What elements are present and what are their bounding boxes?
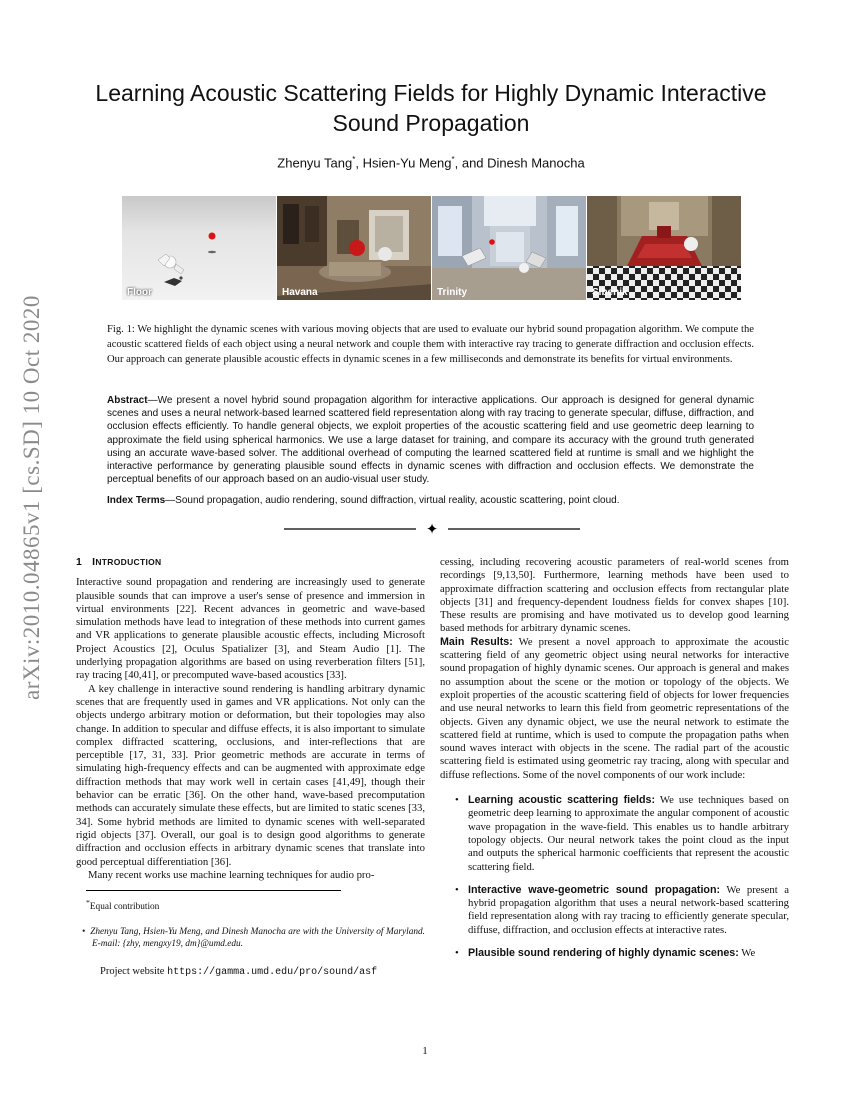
divider-ornament [284,520,580,538]
index-terms [107,494,754,507]
paragraph: A key challenge in interactive sound rendering is handling arbitrary dynamic scenes that are frequently used in games and VR applications. Not only can the objects undergo arbitrary motion or deformation, but their topologies may also change. In addition to specular and diffuse effects, it is also important to simulate complex diffracted scattering, occlusions, and inter-reflections that are perceptible [17, 31, 33]. Prior geometric methods are accurate in terms of simulating high-frequency effects and can be augmented with approximate edge diffraction methods that may work well in certain cases [41,49], though their behavior can be erratic [36]. On the other hand, wave-based precomputation methods can accurately simulate these effects, but are limited to static scenes [33, 34]. Some hybrid methods are limited to dynamic scenes with well-separated rigid objects [37]. Overall, our goal is to design good algorithms to generate diffraction and occlusion effects in arbitrary dynamic scenes that translate into good perceptual differentiation [36]. [76,682,425,868]
floor-scene-image [122,196,276,300]
panel-label-trinity: Trinity [437,287,468,298]
contribution-text: We present a hybrid propagation algorithm that uses a neural network-based scattering field representation along with ray tracing to efficiently generate specular, diffuse, diffraction, and occlusion effects at interactive rates. [468,883,789,936]
panel-label-havana: Havana [282,287,318,298]
panel-label-sibenik: Sibenik [592,287,628,298]
sibenik-scene-image [587,196,741,300]
divider-star-icon: ✦ [425,520,439,538]
footnote-mark: * [86,898,90,908]
paper-title [60,78,802,138]
author-list [60,155,802,170]
panel-label-floor: Floor [127,287,152,298]
equal-contribution-mark: * [352,155,356,164]
equal-contribution-mark: * [451,155,455,164]
paragraph: Interactive sound propagation and rendering are increasingly used to generate plausible sounds that can improve a user's sense of presence and immersion in virtual environments [22]. Recent advances in geometric and wave-based simulation methods have lead to integration of these methods into current games and VR applications to generate plausible acoustic effects, including Microsoft Project Acoustics [2], Oculus Spatializer [3], and Steam Audio [1]. The underlying propagation algorithms are based on using reverberation filters [51], ray tracing [40,41], or precomputed wave-based acoustics [33]. [76,576,425,682]
project-website-link[interactable]: https://gamma.umd.edu/pro/sound/asf [167,967,378,979]
list-item [440,794,789,874]
teaser-panel-havana [276,196,431,300]
list-item [440,947,789,960]
right-column [440,556,789,970]
author-name: Hsien-Yu Meng [362,155,452,171]
contribution-text: We [738,947,756,960]
abstract-text: —We present a novel hybrid sound propagation algorithm for interactive applications. Our approach is designed for general dynamic scenes and uses a neural network-based learned scattered field representation along with ray tracing to generate specular, diffuse, diffraction, and occlusion effects efficiently. To handle general objects, we exploit properties of the acoustic scattering field and use geometric deep learning to approximate the field using spherical harmonics. We use a large dataset for training, and compare its accuracy with the ground truth generated using an accurate wave-based solver. The additional overhead of computing the learned scattered field at runtime is small and we highlight the interactive performance by generating plausible sound effects in dynamic scenes with diffraction and occlusion effects. We demonstrate the perceptual benefits of our approach based on an audio-visual user study. [107,395,754,486]
havana-scene-image [277,196,431,300]
main-results-label: Main Results: [440,635,513,648]
paragraph: cessing, including recovering acoustic parameters of real-world scenes from recordings [9,13,50]. Furthermore, learning methods have been used to approximate diffraction scattering and occlusion effects from rectangular plate objects [31] and frequency-dependent loudness fields for convex shapes [10]. These results are promising and have motivated us to develop good learning based methods for arbitrary dynamic scenes. [440,556,789,635]
footnote-equal-contribution [76,897,425,913]
title-line-2: Sound Propagation [332,110,530,136]
author-name: Zhenyu Tang [277,155,353,171]
project-website [76,965,425,979]
section-title-initial: I [92,556,96,568]
abstract [107,394,754,486]
main-results-paragraph [440,636,789,782]
contribution-label: Interactive wave-geometric sound propagation: [468,883,721,896]
teaser-panel-trinity [431,196,586,300]
paragraph: Many recent works use machine learning techniques for audio pro- [88,868,375,881]
left-column [76,556,425,980]
section-divider [284,520,580,538]
title-line-1: Learning Acoustic Scattering Fields for Highly Dynamic Interactive [95,80,767,106]
arxiv-identifier-stamp: arXiv:2010.04865v1 [cs.SD] 10 Oct 2020 [19,295,44,700]
teaser-panel-sibenik [586,196,741,300]
teaser-figure [122,196,741,300]
figure-caption-text: We highlight the dynamic scenes with various moving objects that are used to evaluate our hybrid sound propagation algorithm. We compute the acoustic scattered fields of each object using a neural network and couple them with interactive ray tracing to generate diffraction and occlusion effects. Our approach can generate plausible acoustic effects in dynamic scenes in a few milliseconds and demonstrate its benefits for virtual environments. [107,324,754,366]
main-results-text: We present a novel approach to approximate the acoustic scattering field of any geometric object using neural networks for interactive sound propagation of highly dynamic scenes. Our approach is general and makes no assumption about the scene or the motion or topology of the objects. We exploit properties of the acoustic scattering field of objects for lower frequencies and use neural networks to learn this field from geometric representations of the objects. Given any dynamic object, we use the neural network to estimate the scattered field at runtime, which is used to compute the propagation paths when sound waves interact with objects in the scene. The radial part of the acoustic scattering field is estimated using geometric ray tracing, along with specular and diffuse reflections. Some of the novel components of our work include: [440,635,789,781]
trinity-scene-image [432,196,586,300]
author-separator: , and [454,155,488,171]
footnote-text: Equal contribution [89,902,160,913]
teaser-panel-floor [122,196,276,300]
list-item [440,884,789,937]
section-heading [76,556,425,569]
footnote-bullet: • [82,927,86,938]
contribution-text: We use techniques based on geometric deep learning to approximate the angular component of acoustic wave propagation in the wave-field. This enables us to handle arbitrary topology objects. Our neural network takes the point cloud as the input and outputs the spherical harmonic coefficients that represent the acoustic scattering field. [468,794,789,873]
footnote-affiliation [76,926,425,950]
index-terms-text: —Sound propagation, audio rendering, sound diffraction, virtual reality, acoustic scattering, point cloud. [165,495,620,506]
author-separator: , [355,155,363,171]
contribution-label: Plausible sound rendering of highly dynamic scenes: [468,947,739,960]
contribution-list [440,794,789,960]
figure-label: Fig. 1: [107,324,135,335]
project-website-label: Project website [100,966,168,978]
author-name: Dinesh Manocha [487,155,585,171]
abstract-label: Abstract [107,395,148,406]
contribution-label: Learning acoustic scattering fields: [468,794,656,807]
section-number: 1 [76,556,83,568]
figure-caption [107,322,754,368]
section-title-rest: NTRODUCTION [95,557,162,567]
index-terms-label: Index Terms [107,495,166,506]
footnote-rule [86,890,341,891]
affiliation-text: Zhenyu Tang, Hsien-Yu Meng, and Dinesh Manocha are with the University of Maryland. E-mail: {zhy, mengxy19, dm}@umd.edu. [90,927,425,950]
page-number: 1 [422,1045,428,1057]
